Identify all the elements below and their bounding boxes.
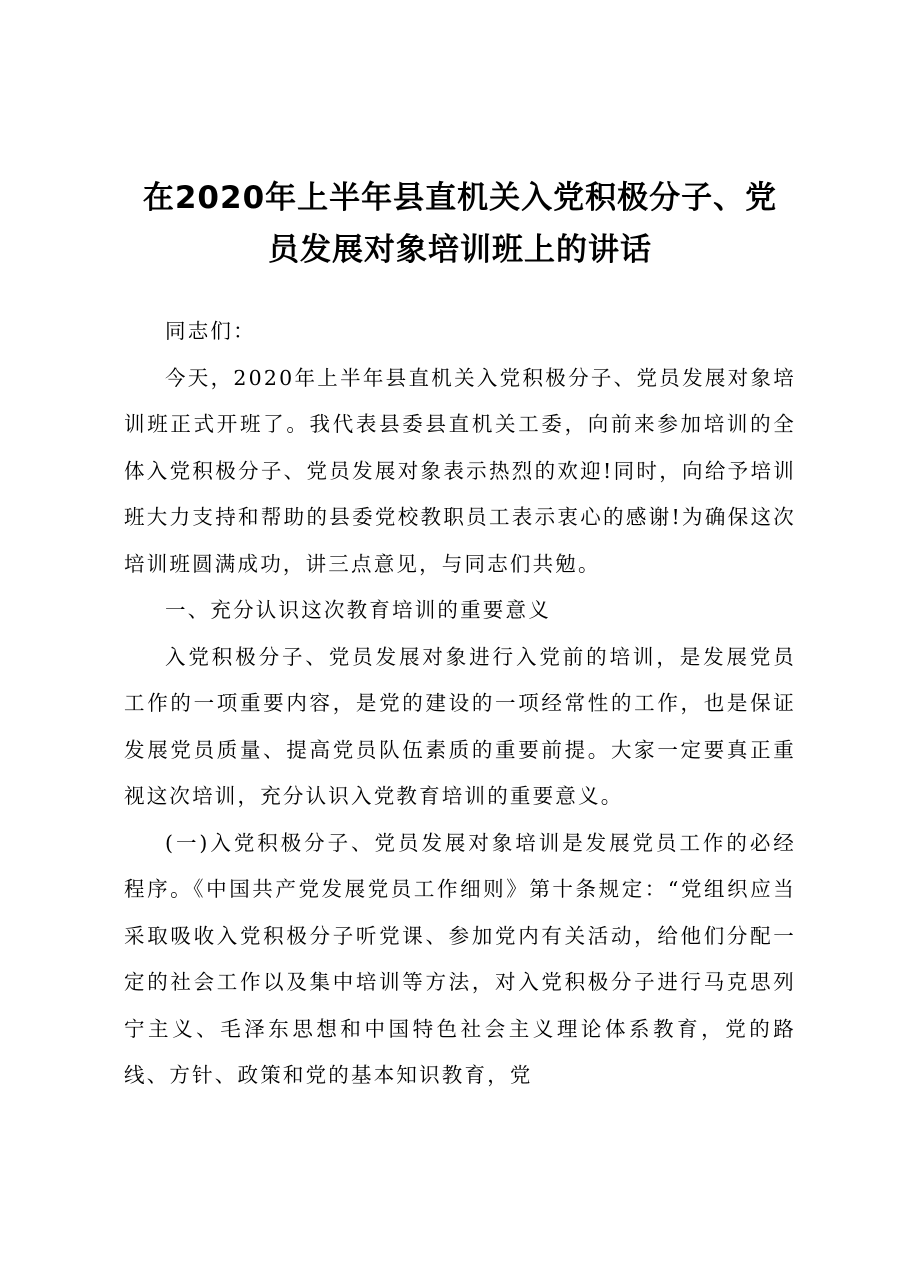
document-title — [120, 172, 800, 276]
salutation-paragraph: 同志们： — [165, 319, 256, 343]
section-heading-1: 一、充分认识这次教育培训的重要意义 — [165, 598, 551, 622]
section-1-paragraph: 入党积极分子、党员发展对象进行入党前的培训，是发展党员工作的一项重要内容，是党的建设的一项经常性的工作，也是保证发展党员质量、提高党员队伍素质的重要前提。大家一定要真正重视这次培训，充分认识入党教育培训的重要意义。 — [124, 644, 796, 808]
document-body — [124, 308, 796, 1099]
opening-paragraph: 今天，2020年上半年县直机关入党积极分子、党员发展对象培训班正式开班了。我代表县委县直机关工委，向前来参加培训的全体入党积极分子、党员发展对象表示热烈的欢迎!同时，向给予培训班大力支持和帮助的县委党校教职员工表示衷心的感谢!为确保这次培训班圆满成功，讲三点意见，与同志们共勉。 — [124, 365, 796, 576]
subsection-1-paragraph: (一)入党积极分子、党员发展对象培训是发展党员工作的必经程序。《中国共产党发展党员工作细则》第十条规定：“党组织应当采取吸收入党积极分子听党课、参加党内有关活动，给他们分配一定的社会工作以及集中培训等方法，对入党积极分子进行马克思列宁主义、毛泽东思想和中国特色社会主义理论体系教育，党的路线、方针、政策和党的基本知识教育，党 — [124, 830, 796, 1087]
title-line-1: 在2020年上半年县直机关入党积极分子、党 — [142, 180, 778, 216]
title-line-2: 员发展对象培训班上的讲话 — [268, 232, 652, 268]
